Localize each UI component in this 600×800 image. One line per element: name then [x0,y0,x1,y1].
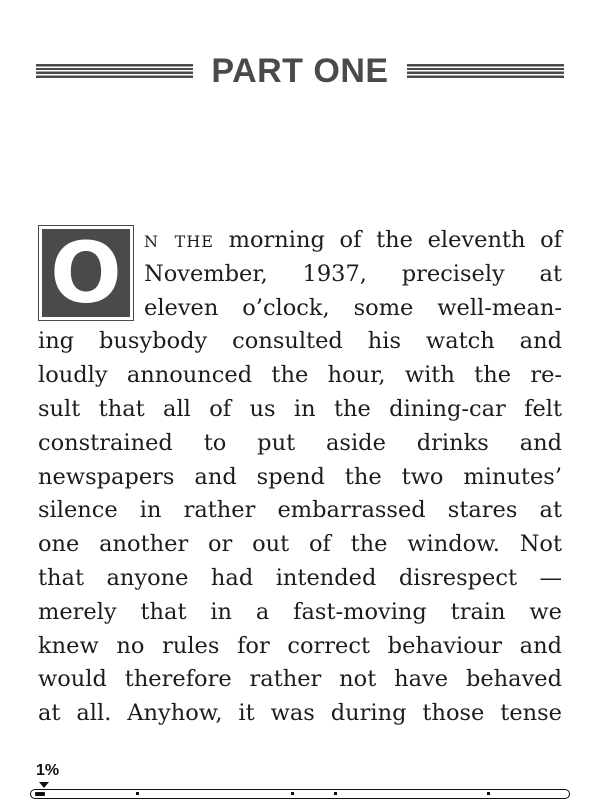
small-caps-lead: n the [144,227,214,253]
dropcap [42,224,130,322]
heading-rule-left-icon [36,64,193,78]
chapter-tick-icon [487,792,490,795]
dropcap-letter: O [50,224,122,322]
text-line: that anyone had intended disrespect — [38,564,562,591]
text-line: newspapers and spend the two minutes’ [38,463,562,490]
progress-percent-label: 1% [36,762,60,779]
text-line: ing busybody consulted his watch and [38,328,562,355]
progress-bar[interactable] [30,789,570,799]
part-title: PART ONE [211,52,389,90]
dropcap-frame [38,225,134,321]
text-line: one another or out of the window. Not [38,531,562,558]
chapter-tick-icon [291,792,294,795]
text-line: would therefore rather not have behaved [38,666,562,693]
text-line: eleven o’clock, some well-mean- [144,294,562,321]
text-line: merely that in a fast-moving train we [38,598,562,625]
progress-fill [35,792,45,796]
text-line: silence in rather embarrassed stares at [38,497,562,524]
text-line: loudly announced the hour, with the re- [38,362,562,389]
book-text [38,224,562,731]
text-line: n the morning of the eleventh of [144,227,563,253]
text-line: knew no rules for correct behaviour and [38,632,562,659]
chapter-tick-icon [334,792,337,795]
text-line: at all. Anyhow, it was during those tense [38,700,562,727]
progress-position-marker-icon [39,782,49,788]
heading-rule-right-icon [407,64,564,78]
text-line: sult that all of us in the dining-car felt [38,395,562,422]
part-heading [36,52,564,90]
text-line: November, 1937, precisely at [144,260,562,287]
text-line: constrained to put aside drinks and [38,429,562,456]
chapter-tick-icon [136,792,139,795]
